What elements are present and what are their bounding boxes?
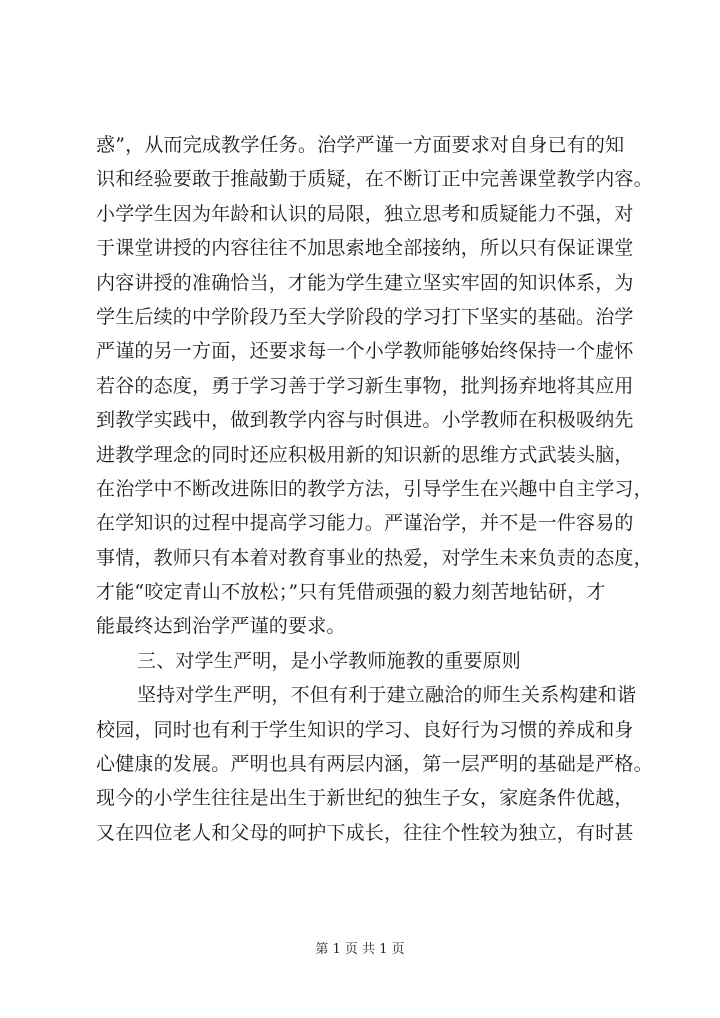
text-line: 又在四位老人和父母的呵护下成长，往往个性较为独立，有时甚	[96, 821, 634, 844]
text-line: 内容讲授的准确恰当，才能为学生建立坚实牢固的知识体系，为	[96, 271, 634, 294]
text-line: 学生后续的中学阶段乃至大学阶段的学习打下坚实的基础。治学	[96, 305, 634, 328]
text-line: 到教学实践中，做到教学内容与时俱进。小学教师在积极吸纳先	[96, 409, 634, 432]
text-line: 心健康的发展。严明也具有两层内涵，第一层严明的基础是严格。	[96, 753, 653, 776]
text-line: 现今的小学生往往是出生于新世纪的独生子女，家庭条件优越，	[96, 787, 634, 810]
text-line: 若谷的态度，勇于学习善于学习新生事物，批判扬弃地将其应用	[96, 374, 634, 397]
section-heading: 三、对学生严明，是小学教师施教的重要原则	[137, 649, 522, 672]
text-line: 小学学生因为年龄和认识的局限，独立思考和质疑能力不强，对	[96, 202, 634, 225]
text-line: 在治学中不断改进陈旧的教学方法，引导学生在兴趣中自主学习，	[96, 477, 653, 500]
text-line: 事情，教师只有本着对教育事业的热爱，对学生未来负责的态度，	[96, 546, 653, 569]
text-line: 严谨的另一方面，还要求每一个小学教师能够始终保持一个虚怀	[96, 340, 634, 363]
page-number-footer: 第 1 页 共 1 页	[315, 942, 405, 957]
text-line: 在学知识的过程中提高学习能力。严谨治学，并不是一件容易的	[96, 512, 634, 535]
text-line: 识和经验要敢于推敲勤于质疑，在不断订正中完善课堂教学内容。	[96, 168, 653, 191]
text-line: 惑”，从而完成教学任务。治学严谨一方面要求对自身已有的知	[96, 134, 625, 156]
text-line: 进教学理念的同时还应积极用新的知识新的思维方式武装头脑，	[96, 443, 634, 466]
body-text	[96, 128, 653, 850]
text-line: 才能“咬定青山不放松；”只有凭借顽强的毅力刻苦地钻研，才	[96, 581, 606, 604]
text-line: 校园，同时也有利于学生知识的学习、良好行为习惯的养成和身	[96, 718, 634, 741]
text-line: 能最终达到治学严谨的要求。	[96, 615, 346, 638]
text-line: 于课堂讲授的内容往往不加思索地全部接纳，所以只有保证课堂	[96, 237, 634, 260]
text-line: 坚持对学生严明，不但有利于建立融洽的师生关系构建和谐	[137, 684, 637, 707]
